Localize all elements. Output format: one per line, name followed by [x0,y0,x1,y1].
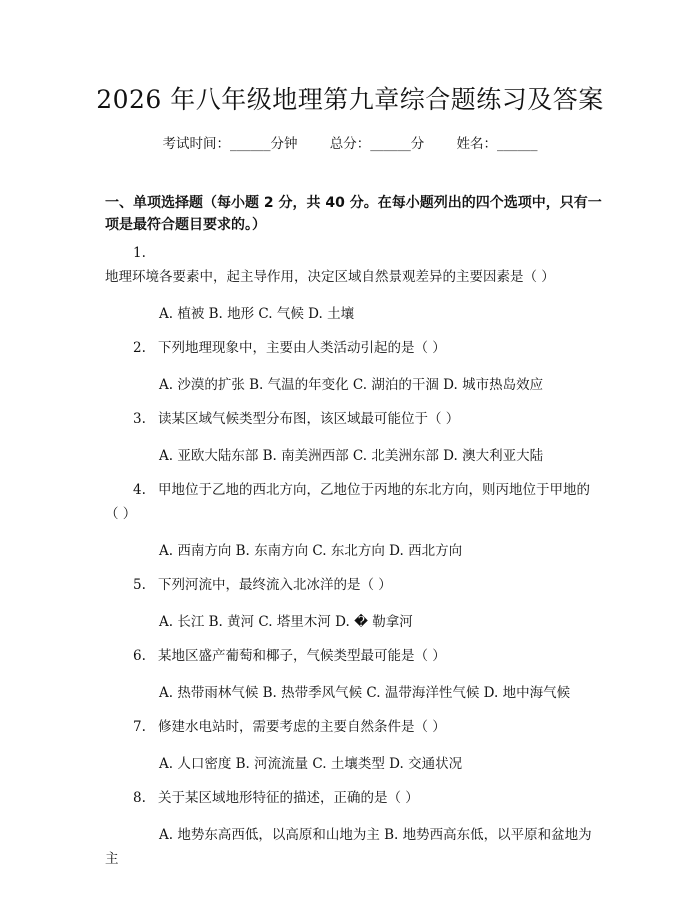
question-item [105,786,602,871]
question-item [105,407,602,468]
question-list [105,241,602,881]
question-number: 4. [133,482,146,498]
page-title: 2026 年八年级地理第九章综合题练习及答案 [96,85,604,114]
question-text: 下列河流中，最终流入北冰洋的是（ ） [158,577,392,593]
exam-info [0,132,700,152]
question-options: A. 植被 B. 地形 C. 气候 D. 土壤 [159,306,355,322]
question-options: A. 长江 B. 黄河 C. 塔里木河 D. � 勒拿河 [159,614,413,630]
question-text: 甲地位于乙地的西北方向，乙地位于丙地的东北方向，则丙地位于甲地的（ ） [105,482,590,522]
exam-total-score: 总分：______分 [329,136,425,152]
question-text: 读某区域气候类型分布图，该区域最可能位于（ ） [158,411,460,427]
question-stem [105,407,602,431]
question-stem [105,573,602,597]
question-number: 1. [133,245,146,261]
question-text: 地理环境各要素中，起主导作用，决定区域自然景观差异的主要因素是（ ） [105,269,555,285]
question-text: 修建水电站时，需要考虑的主要自然条件是（ ） [158,719,446,735]
question-options: A. 地势东高西低，以高原和山地为主 B. 地势西高东低，以平原和盆地为主 [105,827,592,867]
question-item [105,573,602,634]
question-stem [105,478,602,526]
question-stem [105,336,602,360]
question-number: 3. [133,411,146,427]
question-options: A. 人口密度 B. 河流流量 C. 土壤类型 D. 交通状况 [159,756,463,772]
question-item [105,715,602,776]
question-text: 下列地理现象中，主要由人类活动引起的是（ ） [158,340,446,356]
question-number: 6. [133,648,146,664]
question-text: 某地区盛产葡萄和椰子，气候类型最可能是（ ） [158,648,446,664]
question-options: A. 沙漠的扩张 B. 气温的年变化 C. 湖泊的干涸 D. 城市热岛效应 [159,377,544,393]
question-stem [105,715,602,739]
question-item [105,478,602,563]
question-options: A. 西南方向 B. 东南方向 C. 东北方向 D. 西北方向 [159,543,463,559]
question-stem [105,241,602,289]
exam-student-name: 姓名：______ [456,136,538,152]
question-number: 2. [133,340,146,356]
section-heading-single-choice: 一、单项选择题（每小题 2 分，共 40 分。在每小题列出的四个选项中，只有一项是最符合题目要求的。） [105,195,602,233]
question-item [105,644,602,705]
question-number: 7. [133,719,146,735]
question-item [105,241,602,326]
exam-time: 考试时间：______分钟 [162,136,298,152]
question-options: A. 热带雨林气候 B. 热带季风气候 C. 温带海洋性气候 D. 地中海气候 [159,685,571,701]
question-number: 8. [133,790,146,806]
question-item [105,336,602,397]
question-text: 关于某区域地形特征的描述，正确的是（ ） [158,790,419,806]
question-number: 5. [133,577,146,593]
question-stem [105,786,602,810]
question-options: A. 亚欧大陆东部 B. 南美洲西部 C. 北美洲东部 D. 澳大利亚大陆 [159,448,544,464]
question-stem [105,644,602,668]
